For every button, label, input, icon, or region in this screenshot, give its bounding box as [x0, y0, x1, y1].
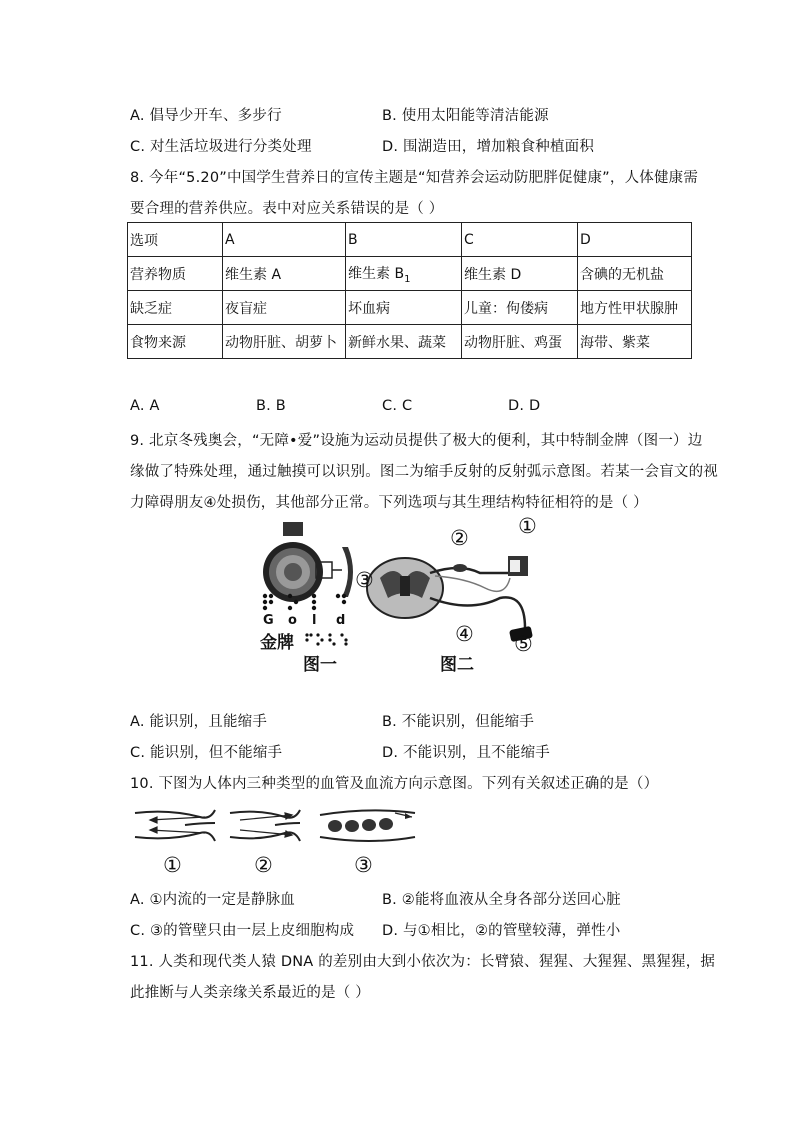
table-cell: 食物来源 — [128, 325, 223, 359]
figure-two-caption: 图二 — [440, 655, 474, 675]
vessel-label-2: ② — [254, 853, 273, 877]
braille-letter-g: G — [263, 613, 274, 628]
q7-option-a: A. 倡导少开车、多步行 — [130, 108, 282, 124]
braille-letter-l: l — [312, 613, 317, 628]
table-row — [128, 325, 692, 359]
q9-option-c: C. 能识别，但不能缩手 — [130, 745, 283, 761]
vessel-label-3: ③ — [354, 853, 373, 877]
label-effector: ⑤ — [514, 632, 533, 656]
table-row — [128, 257, 692, 291]
q8-option-c: C. C — [382, 398, 413, 414]
table-cell: 选项 — [128, 223, 223, 257]
table-cell: 含碘的无机盐 — [578, 257, 692, 291]
q9-option-b: B. 不能识别，但能缩手 — [382, 714, 535, 730]
table-cell: D — [578, 223, 692, 257]
q9-stem-line2: 缘做了特殊处理，通过触摸可以识别。图二为缩手反射的反射弧示意图。若某一会盲文的视 — [130, 464, 718, 480]
braille-dots-small-icon — [304, 632, 350, 646]
table-cell: 动物肝脏、鸡蛋 — [462, 325, 578, 359]
q7-option-d: D. 围湖造田，增加粮食种植面积 — [382, 139, 595, 155]
figure-one-caption: 图一 — [303, 655, 337, 675]
q8-stem-line2: 要合理的营养供应。表中对应关系错误的是（ ） — [130, 201, 444, 217]
q9-option-a: A. 能识别，且能缩手 — [130, 714, 268, 730]
vitamin-b-subscript: 1 — [404, 273, 411, 285]
q8-option-d: D. D — [508, 398, 541, 414]
table-row — [128, 223, 692, 257]
table-cell: 海带、紫菜 — [578, 325, 692, 359]
q10-option-d: D. 与①相比，②的管壁较薄，弹性小 — [382, 923, 621, 939]
braille-dots-icon — [260, 592, 360, 614]
q9-option-d: D. 不能识别，且不能缩手 — [382, 745, 550, 761]
label-motor-neuron: ④ — [455, 622, 474, 646]
blood-vessel-diagram-icon — [130, 805, 420, 850]
q11-stem-line1: 11. 人类和现代类人猿 DNA 的差别由大到小依次为：长臂猿、猩猩、大猩猩、黑猩猩，据 — [130, 954, 716, 970]
braille-letter-o: o — [288, 613, 297, 628]
q7-option-b: B. 使用太阳能等清洁能源 — [382, 108, 549, 124]
q9-stem-line1: 9. 北京冬残奥会，“无障•爱”设施为运动员提供了极大的便利，其中特制金牌（图一）边 — [130, 433, 703, 449]
q11-stem-line2: 此推断与人类亲缘关系最近的是（ ） — [130, 985, 371, 1001]
table-cell: C — [462, 223, 578, 257]
table-cell: 坏血病 — [346, 291, 462, 325]
table-cell: B — [346, 223, 462, 257]
q7-option-c: C. 对生活垃圾进行分类处理 — [130, 139, 312, 155]
table-cell: 营养物质 — [128, 257, 223, 291]
q8-option-b: B. B — [256, 398, 286, 414]
q10-option-a: A. ①内流的一定是静脉血 — [130, 892, 295, 908]
table-cell: 地方性甲状腺肿 — [578, 291, 692, 325]
table-cell: 新鲜水果、蔬菜 — [346, 325, 462, 359]
label-nerve-center: ③ — [355, 568, 374, 592]
table-cell: 动物肝脏、胡萝卜 — [223, 325, 346, 359]
vessel-label-1: ① — [163, 853, 182, 877]
vitamin-b-text: 维生素 B — [348, 265, 405, 282]
q10-option-c: C. ③的管壁只由一层上皮细胞构成 — [130, 923, 355, 939]
nutrition-table — [127, 222, 692, 359]
table-cell: 维生素 A — [223, 257, 346, 291]
q10-option-b: B. ②能将血液从全身各部分送回心脏 — [382, 892, 621, 908]
table-cell: 缺乏症 — [128, 291, 223, 325]
table-cell — [346, 257, 462, 291]
table-cell: A — [223, 223, 346, 257]
table-row — [128, 291, 692, 325]
q10-stem: 10. 下图为人体内三种类型的血管及血流方向示意图。下列有关叙述正确的是（） — [130, 776, 659, 792]
q9-stem-line3: 力障碍朋友④处损伤，其他部分正常。下列选项与其生理结构特征相符的是（ ） — [130, 495, 648, 511]
table-cell: 夜盲症 — [223, 291, 346, 325]
label-receptor: ① — [518, 514, 537, 538]
label-sensory-neuron: ② — [450, 526, 469, 550]
q8-option-a: A. A — [130, 398, 160, 414]
medal-text: 金牌 — [260, 633, 294, 653]
table-cell: 儿童：佝偻病 — [462, 291, 578, 325]
braille-letter-d: d — [336, 613, 346, 628]
table-cell: 维生素 D — [462, 257, 578, 291]
q8-stem-line1: 8. 今年“5.20”中国学生营养日的宣传主题是“知营养会运动防肥胖促健康”，人体健康需 — [130, 170, 699, 186]
